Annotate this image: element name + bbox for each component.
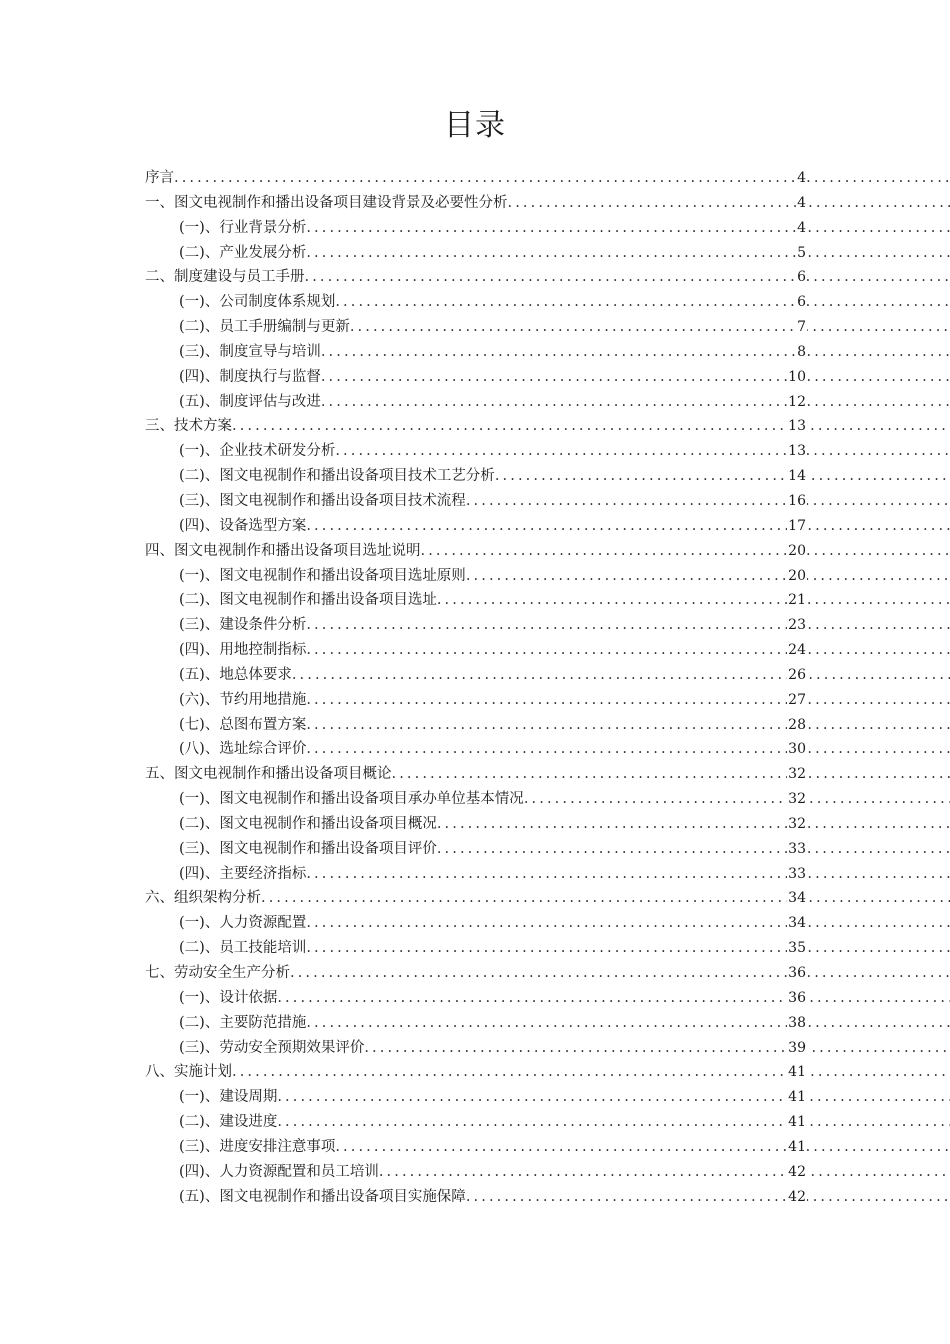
- dot-leader: [466, 564, 950, 589]
- dot-leader: [306, 613, 950, 638]
- toc-page-number: 42: [787, 1160, 807, 1185]
- toc-section-entry[interactable]: [0, 613, 950, 638]
- toc-page-number: 32: [787, 787, 807, 812]
- toc-entry-line: [0, 1160, 950, 1185]
- toc-section-entry[interactable]: [0, 489, 950, 514]
- toc-entry-label[interactable]: (二)、主要防范措施: [179, 1011, 306, 1036]
- toc-entry-line: [0, 439, 950, 464]
- dot-leader: [306, 1011, 950, 1036]
- toc-chapter-entry[interactable]: [0, 1060, 950, 1085]
- toc-section-entry[interactable]: [0, 315, 950, 340]
- dot-leader: [277, 1085, 950, 1110]
- toc-entry-line: [0, 688, 950, 713]
- dot-leader: [350, 315, 950, 340]
- toc-chapter-entry[interactable]: [0, 961, 950, 986]
- toc-entry-line: [0, 1085, 950, 1110]
- toc-entry-line: [0, 737, 950, 762]
- toc-entry-line: [0, 340, 950, 365]
- toc-page-number: 34: [787, 911, 807, 936]
- toc-entry-line: [0, 862, 950, 887]
- toc-entry-line: [0, 414, 950, 439]
- toc-entry-line: [0, 762, 950, 787]
- toc-page-number: 7: [796, 315, 807, 340]
- toc-entry-label[interactable]: (四)、人力资源配置和员工培训: [179, 1160, 379, 1185]
- toc-entry-label[interactable]: (三)、制度宣导与培训: [179, 340, 321, 365]
- toc-entry-label[interactable]: (二)、建设进度: [179, 1110, 277, 1135]
- toc-page-number: 8: [796, 340, 807, 365]
- dot-leader: [466, 1185, 950, 1210]
- toc-entry-label[interactable]: 七、劳动安全生产分析: [145, 961, 290, 986]
- toc-entry-line: [0, 986, 950, 1011]
- dot-leader: [495, 464, 950, 489]
- toc-page-number: 4: [796, 166, 807, 191]
- dot-leader: [379, 1160, 950, 1185]
- toc-page-number: 42: [787, 1185, 807, 1210]
- toc-entry-label[interactable]: 四、图文电视制作和播出设备项目选址说明: [145, 539, 421, 564]
- toc-entry-label[interactable]: (四)、用地控制指标: [179, 638, 306, 663]
- toc-section-entry[interactable]: [0, 1185, 950, 1210]
- toc-section-entry[interactable]: [0, 936, 950, 961]
- toc-section-entry[interactable]: [0, 737, 950, 762]
- toc-page-number: 6: [796, 290, 807, 315]
- dot-leader: [321, 340, 950, 365]
- toc-section-entry[interactable]: [0, 911, 950, 936]
- toc-section-entry[interactable]: [0, 216, 950, 241]
- toc-entry-label[interactable]: (五)、制度评估与改进: [179, 390, 321, 415]
- dot-leader: [174, 166, 950, 191]
- toc-entry-label[interactable]: (七)、总图布置方案: [179, 713, 306, 738]
- toc-section-entry[interactable]: [0, 1110, 950, 1135]
- dot-leader: [364, 1036, 950, 1061]
- toc-entry-label[interactable]: (一)、人力资源配置: [179, 911, 306, 936]
- toc-page-number: 13: [787, 414, 807, 439]
- dot-leader: [437, 837, 950, 862]
- dot-leader: [321, 365, 950, 390]
- toc-page-number: 32: [787, 812, 807, 837]
- dot-leader: [232, 414, 950, 439]
- toc-entry-label[interactable]: 三、技术方案: [145, 414, 232, 439]
- dot-leader: [232, 1060, 950, 1085]
- toc-entry-line: [0, 638, 950, 663]
- toc-entry-label[interactable]: (一)、图文电视制作和播出设备项目承办单位基本情况: [179, 787, 524, 812]
- toc-entry-line: [0, 191, 950, 216]
- toc-section-entry[interactable]: [0, 439, 950, 464]
- dot-leader: [421, 539, 950, 564]
- toc-entry-line: [0, 886, 950, 911]
- toc-page-number: 10: [787, 365, 807, 390]
- toc-section-entry[interactable]: [0, 837, 950, 862]
- toc-section-entry[interactable]: [0, 1085, 950, 1110]
- toc-entry-line: [0, 1135, 950, 1160]
- toc-entry-line: [0, 166, 950, 191]
- toc-entry-label[interactable]: (二)、图文电视制作和播出设备项目选址: [179, 588, 437, 613]
- dot-leader: [321, 390, 950, 415]
- toc-page-number: 17: [787, 514, 807, 539]
- toc-section-entry[interactable]: [0, 663, 950, 688]
- toc-section-entry[interactable]: [0, 1160, 950, 1185]
- toc-page-number: 20: [787, 539, 807, 564]
- toc-page-number: 16: [787, 489, 807, 514]
- toc-entry-label[interactable]: (一)、建设周期: [179, 1085, 277, 1110]
- toc-section-entry[interactable]: [0, 340, 950, 365]
- dot-leader: [292, 663, 950, 688]
- toc-entry-line: [0, 1011, 950, 1036]
- dot-leader: [335, 290, 950, 315]
- toc-entry-label[interactable]: (五)、图文电视制作和播出设备项目实施保障: [179, 1185, 466, 1210]
- toc-entry-line: [0, 613, 950, 638]
- dot-leader: [306, 862, 950, 887]
- toc-entry-line: [0, 837, 950, 862]
- toc-entry-label[interactable]: (三)、进度安排注意事项: [179, 1135, 335, 1160]
- toc-page-number: 27: [787, 688, 807, 713]
- toc-section-entry[interactable]: [0, 564, 950, 589]
- toc-page-number: 34: [787, 886, 807, 911]
- toc-chapter-entry[interactable]: [0, 166, 950, 191]
- toc-entry-label[interactable]: (四)、制度执行与监督: [179, 365, 321, 390]
- toc-entry-line: [0, 1036, 950, 1061]
- toc-section-entry[interactable]: [0, 862, 950, 887]
- toc-entry-line: [0, 539, 950, 564]
- toc-entry-label[interactable]: (一)、公司制度体系规划: [179, 290, 335, 315]
- dot-leader: [437, 588, 950, 613]
- toc-section-entry[interactable]: [0, 241, 950, 266]
- toc-entry-label[interactable]: (一)、企业技术研发分析: [179, 439, 335, 464]
- toc-page-number: 41: [787, 1085, 807, 1110]
- toc-entry-line: [0, 390, 950, 415]
- toc-entry-line: [0, 713, 950, 738]
- toc-page-number: 38: [787, 1011, 807, 1036]
- toc-entry-line: [0, 265, 950, 290]
- toc-entry-line: [0, 514, 950, 539]
- toc-page-number: 4: [796, 216, 807, 241]
- toc-entry-label[interactable]: (五)、地总体要求: [179, 663, 292, 688]
- toc-entry-label[interactable]: 八、实施计划: [145, 1060, 232, 1085]
- dot-leader: [305, 265, 950, 290]
- toc-entry-line: [0, 787, 950, 812]
- toc-section-entry[interactable]: [0, 1036, 950, 1061]
- toc-entry-line: [0, 1185, 950, 1210]
- toc-page-number: 32: [787, 762, 807, 787]
- toc-chapter-entry[interactable]: [0, 539, 950, 564]
- toc-entry-label[interactable]: (二)、员工技能培训: [179, 936, 306, 961]
- toc-entry-label[interactable]: (一)、设计依据: [179, 986, 277, 1011]
- toc-section-entry[interactable]: [0, 588, 950, 613]
- toc-page-number: 4: [796, 191, 807, 216]
- dot-leader: [306, 514, 950, 539]
- toc-page-number: 30: [787, 737, 807, 762]
- dot-leader: [261, 886, 950, 911]
- toc-chapter-entry[interactable]: [0, 414, 950, 439]
- toc-entry-label[interactable]: (二)、产业发展分析: [179, 241, 306, 266]
- toc-entry-label[interactable]: (二)、图文电视制作和播出设备项目概况: [179, 812, 437, 837]
- toc-entry-line: [0, 961, 950, 986]
- toc-entry-line: [0, 315, 950, 340]
- toc-entry-label[interactable]: (一)、图文电视制作和播出设备项目选址原则: [179, 564, 466, 589]
- toc-entry-label[interactable]: (四)、主要经济指标: [179, 862, 306, 887]
- toc-section-entry[interactable]: [0, 390, 950, 415]
- toc-page-number: 35: [787, 936, 807, 961]
- toc-page-number: 28: [787, 713, 807, 738]
- dot-leader: [306, 241, 950, 266]
- toc-page-number: 14: [787, 464, 807, 489]
- toc-page-number: 6: [796, 265, 807, 290]
- toc-page-number: 41: [787, 1110, 807, 1135]
- toc-entry-line: [0, 464, 950, 489]
- toc-entry-line: [0, 290, 950, 315]
- dot-leader: [277, 986, 950, 1011]
- toc-page-number: 21: [787, 588, 807, 613]
- toc-entry-label[interactable]: 一、图文电视制作和播出设备项目建设背景及必要性分析: [145, 191, 508, 216]
- toc-entry-line: [0, 365, 950, 390]
- toc-section-entry[interactable]: [0, 1135, 950, 1160]
- dot-leader: [277, 1110, 950, 1135]
- toc-chapter-entry[interactable]: [0, 762, 950, 787]
- toc-page-number: 41: [787, 1060, 807, 1085]
- dot-leader: [306, 737, 950, 762]
- dot-leader: [508, 191, 950, 216]
- table-of-contents: [0, 166, 950, 1209]
- toc-section-entry[interactable]: [0, 713, 950, 738]
- dot-leader: [306, 936, 950, 961]
- dot-leader: [437, 812, 950, 837]
- toc-page-number: 39: [787, 1036, 807, 1061]
- toc-entry-label[interactable]: 序言: [145, 166, 174, 191]
- dot-leader: [306, 713, 950, 738]
- toc-entry-line: [0, 1110, 950, 1135]
- toc-entry-label[interactable]: (八)、选址综合评价: [179, 737, 306, 762]
- toc-section-entry[interactable]: [0, 688, 950, 713]
- toc-page-number: 12: [787, 390, 807, 415]
- toc-page-number: 36: [787, 961, 807, 986]
- toc-page-number: 24: [787, 638, 807, 663]
- toc-page-number: 26: [787, 663, 807, 688]
- toc-section-entry[interactable]: [0, 787, 950, 812]
- toc-page-number: 36: [787, 986, 807, 1011]
- toc-entry-label[interactable]: (三)、劳动安全预期效果评价: [179, 1036, 364, 1061]
- toc-entry-line: [0, 564, 950, 589]
- toc-entry-label[interactable]: (三)、图文电视制作和播出设备项目技术流程: [179, 489, 466, 514]
- toc-entry-label[interactable]: 六、组织架构分析: [145, 886, 261, 911]
- toc-entry-line: [0, 911, 950, 936]
- dot-leader: [306, 688, 950, 713]
- toc-entry-line: [0, 663, 950, 688]
- toc-section-entry[interactable]: [0, 464, 950, 489]
- toc-entry-label[interactable]: (一)、行业背景分析: [179, 216, 306, 241]
- toc-entry-label[interactable]: (三)、建设条件分析: [179, 613, 306, 638]
- toc-section-entry[interactable]: [0, 986, 950, 1011]
- dot-leader: [306, 216, 950, 241]
- toc-entry-label[interactable]: (四)、设备选型方案: [179, 514, 306, 539]
- dot-leader: [306, 638, 950, 663]
- toc-entry-line: [0, 489, 950, 514]
- toc-entry-line: [0, 588, 950, 613]
- toc-entry-label[interactable]: 二、制度建设与员工手册: [145, 265, 305, 290]
- toc-page-number: 41: [787, 1135, 807, 1160]
- toc-entry-label[interactable]: (三)、图文电视制作和播出设备项目评价: [179, 837, 437, 862]
- dot-leader: [466, 489, 950, 514]
- toc-entry-line: [0, 216, 950, 241]
- toc-page-number: 13: [787, 439, 807, 464]
- toc-section-entry[interactable]: [0, 290, 950, 315]
- dot-leader: [392, 762, 950, 787]
- toc-entry-line: [0, 241, 950, 266]
- toc-entry-label[interactable]: (六)、节约用地措施: [179, 688, 306, 713]
- toc-section-entry[interactable]: [0, 638, 950, 663]
- toc-section-entry[interactable]: [0, 365, 950, 390]
- toc-page-number: 33: [787, 837, 807, 862]
- toc-page-number: 20: [787, 564, 807, 589]
- toc-entry-line: [0, 812, 950, 837]
- toc-entry-label[interactable]: (二)、员工手册编制与更新: [179, 315, 350, 340]
- dot-leader: [335, 439, 950, 464]
- toc-chapter-entry[interactable]: [0, 191, 950, 216]
- toc-entry-label[interactable]: (二)、图文电视制作和播出设备项目技术工艺分析: [179, 464, 495, 489]
- toc-page-number: 33: [787, 862, 807, 887]
- toc-entry-line: [0, 1060, 950, 1085]
- dot-leader: [306, 911, 950, 936]
- toc-entry-label[interactable]: 五、图文电视制作和播出设备项目概论: [145, 762, 392, 787]
- toc-page-number: 23: [787, 613, 807, 638]
- page-title: 目录: [444, 108, 506, 143]
- dot-leader: [524, 787, 950, 812]
- toc-section-entry[interactable]: [0, 812, 950, 837]
- toc-chapter-entry[interactable]: [0, 265, 950, 290]
- toc-page-number: 5: [796, 241, 807, 266]
- toc-section-entry[interactable]: [0, 1011, 950, 1036]
- toc-entry-line: [0, 936, 950, 961]
- dot-leader: [290, 961, 950, 986]
- toc-chapter-entry[interactable]: [0, 886, 950, 911]
- dot-leader: [335, 1135, 950, 1160]
- toc-section-entry[interactable]: [0, 514, 950, 539]
